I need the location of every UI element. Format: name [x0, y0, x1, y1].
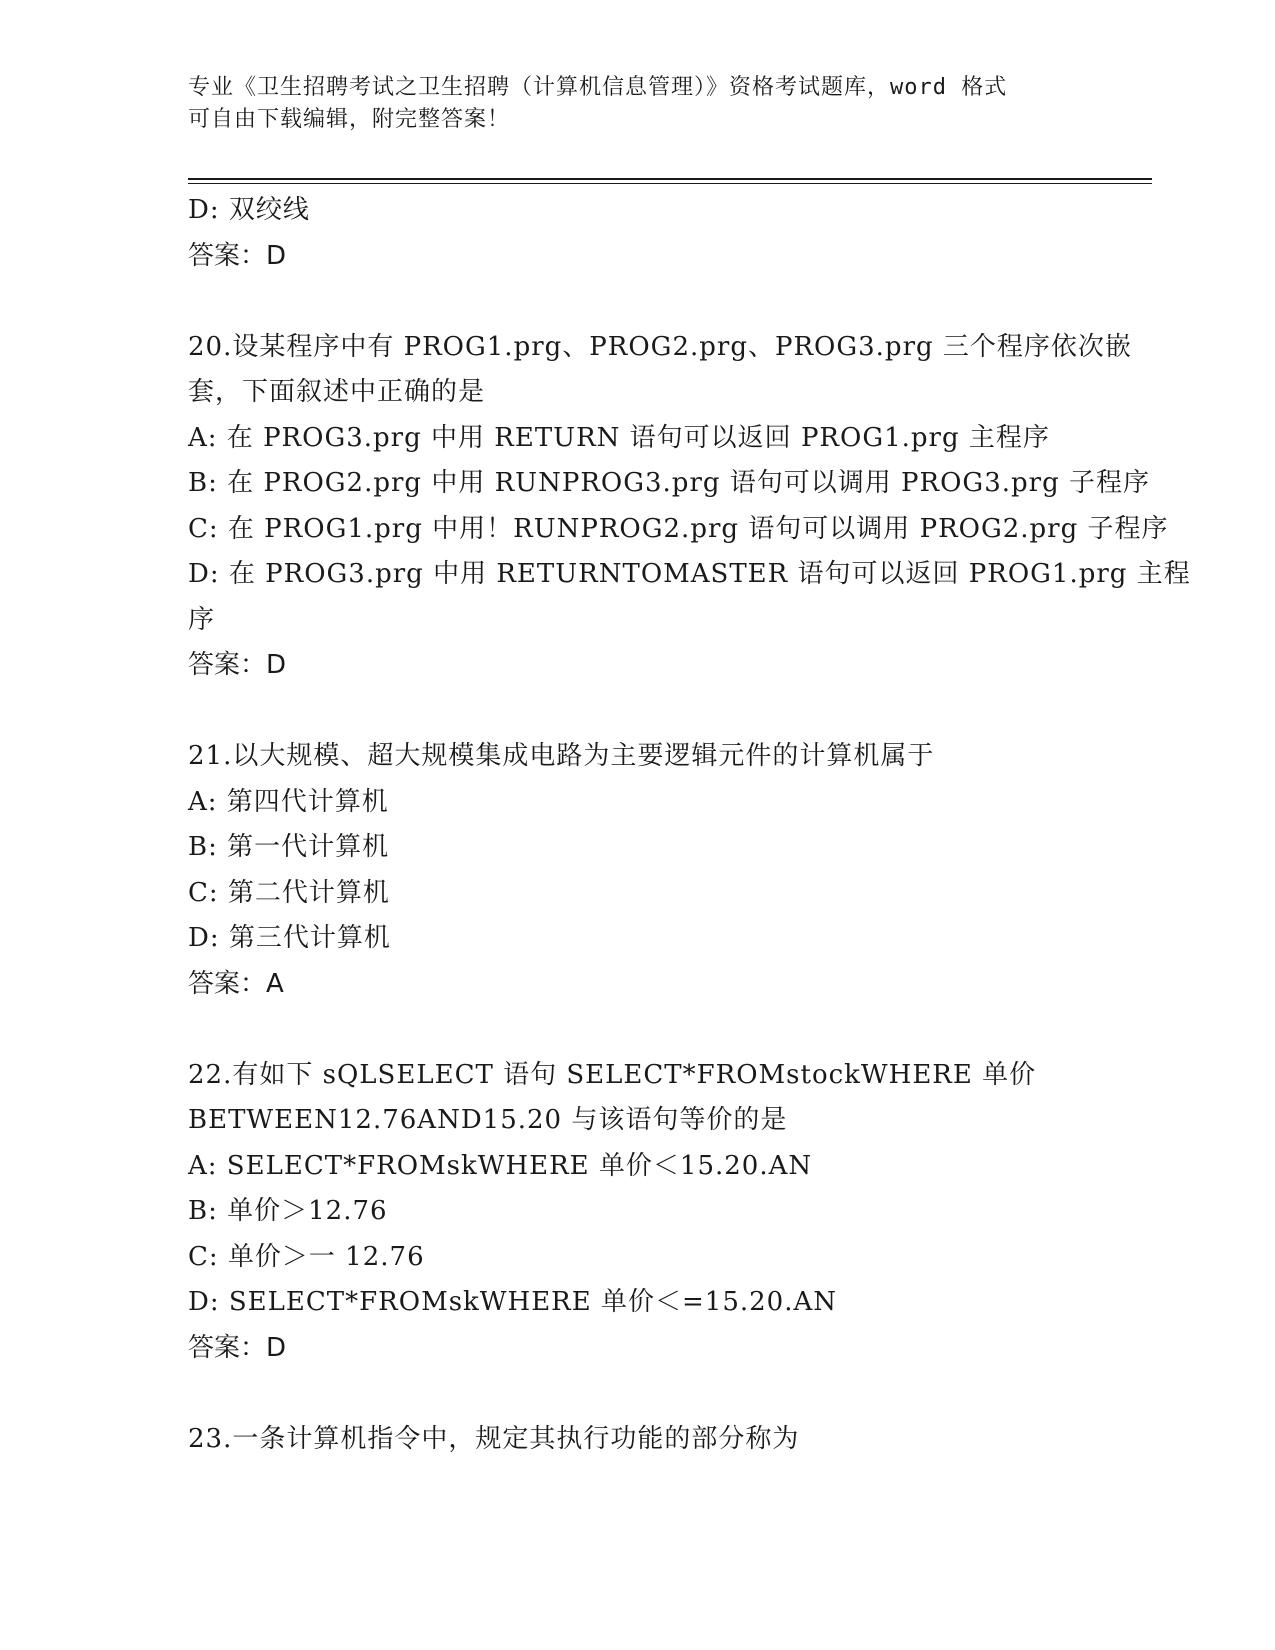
- spacer: [188, 1007, 1088, 1053]
- spacer: [188, 689, 1088, 735]
- question-20: [188, 325, 1191, 689]
- spacer: [188, 1371, 1088, 1417]
- option-c: C: 第二代计算机: [188, 877, 390, 908]
- question-title-line: 21.以大规模、超大规模集成电路为主要逻辑元件的计算机属于: [188, 741, 935, 771]
- question-title-line: 20.设某程序中有 PROG1.prg、PROG2.prg、PROG3.prg 三个程序依次嵌: [188, 331, 1132, 362]
- header-line-2: 可自由下载编辑，附完整答案！: [188, 107, 511, 132]
- option-d-continued: 序: [188, 604, 216, 635]
- question-content: [188, 188, 1191, 1462]
- header-divider-thick: [188, 178, 1152, 180]
- answer-q19: 答案：D: [188, 240, 287, 271]
- option-d: D: SELECT*FROMskWHERE 单价＜=15.20.AN: [188, 1287, 837, 1317]
- answer: 答案：D: [188, 650, 287, 680]
- document-header: [188, 72, 1068, 136]
- question-23: [188, 1417, 1088, 1463]
- option-a: A: 第四代计算机: [188, 786, 389, 817]
- header-divider-thin: [188, 183, 1152, 184]
- option-a: A: SELECT*FROMskWHERE 单价＜15.20.AN: [188, 1150, 813, 1181]
- question-title-line: 22.有如下 sQLSELECT 语句 SELECT*FROMstockWHERE 单价: [188, 1059, 1037, 1090]
- option-b: B: 第一代计算机: [188, 832, 390, 862]
- option-b: B: 单价＞12.76: [188, 1196, 388, 1226]
- question-title-line: BETWEEN12.76AND15.20 与该语句等价的是: [188, 1105, 788, 1135]
- header-line-1: 专业《卫生招聘考试之卫生招聘（计算机信息管理）》资格考试题库，word 格式: [188, 75, 1008, 100]
- option-d: D: 第三代计算机: [188, 923, 391, 953]
- option-b: B: 在 PROG2.prg 中用 RUNPROG3.prg 语句可以调用 PROG3.prg 子程序: [188, 468, 1150, 498]
- option-a: A: 在 PROG3.prg 中用 RETURN 语句可以返回 PROG1.prg 主程序: [188, 422, 1050, 453]
- option-d-q19: D: 双绞线: [188, 195, 310, 225]
- question-title-line: 23.一条计算机指令中，规定其执行功能的部分称为: [188, 1423, 800, 1454]
- answer: 答案：D: [188, 1332, 287, 1363]
- option-c: C: 单价＞一 12.76: [188, 1241, 425, 1272]
- spacer: [188, 279, 1088, 325]
- question-22: [188, 1053, 1088, 1372]
- question-21: [188, 734, 1088, 1007]
- question-title-line: 套，下面叙述中正确的是: [188, 377, 486, 407]
- option-c: C: 在 PROG1.prg 中用！RUNPROG2.prg 语句可以调用 PROG2.prg 子程序: [188, 513, 1169, 544]
- answer: 答案：A: [188, 968, 284, 999]
- option-d: D: 在 PROG3.prg 中用 RETURNTOMASTER 语句可以返回 PROG1.prg 主程: [188, 559, 1191, 589]
